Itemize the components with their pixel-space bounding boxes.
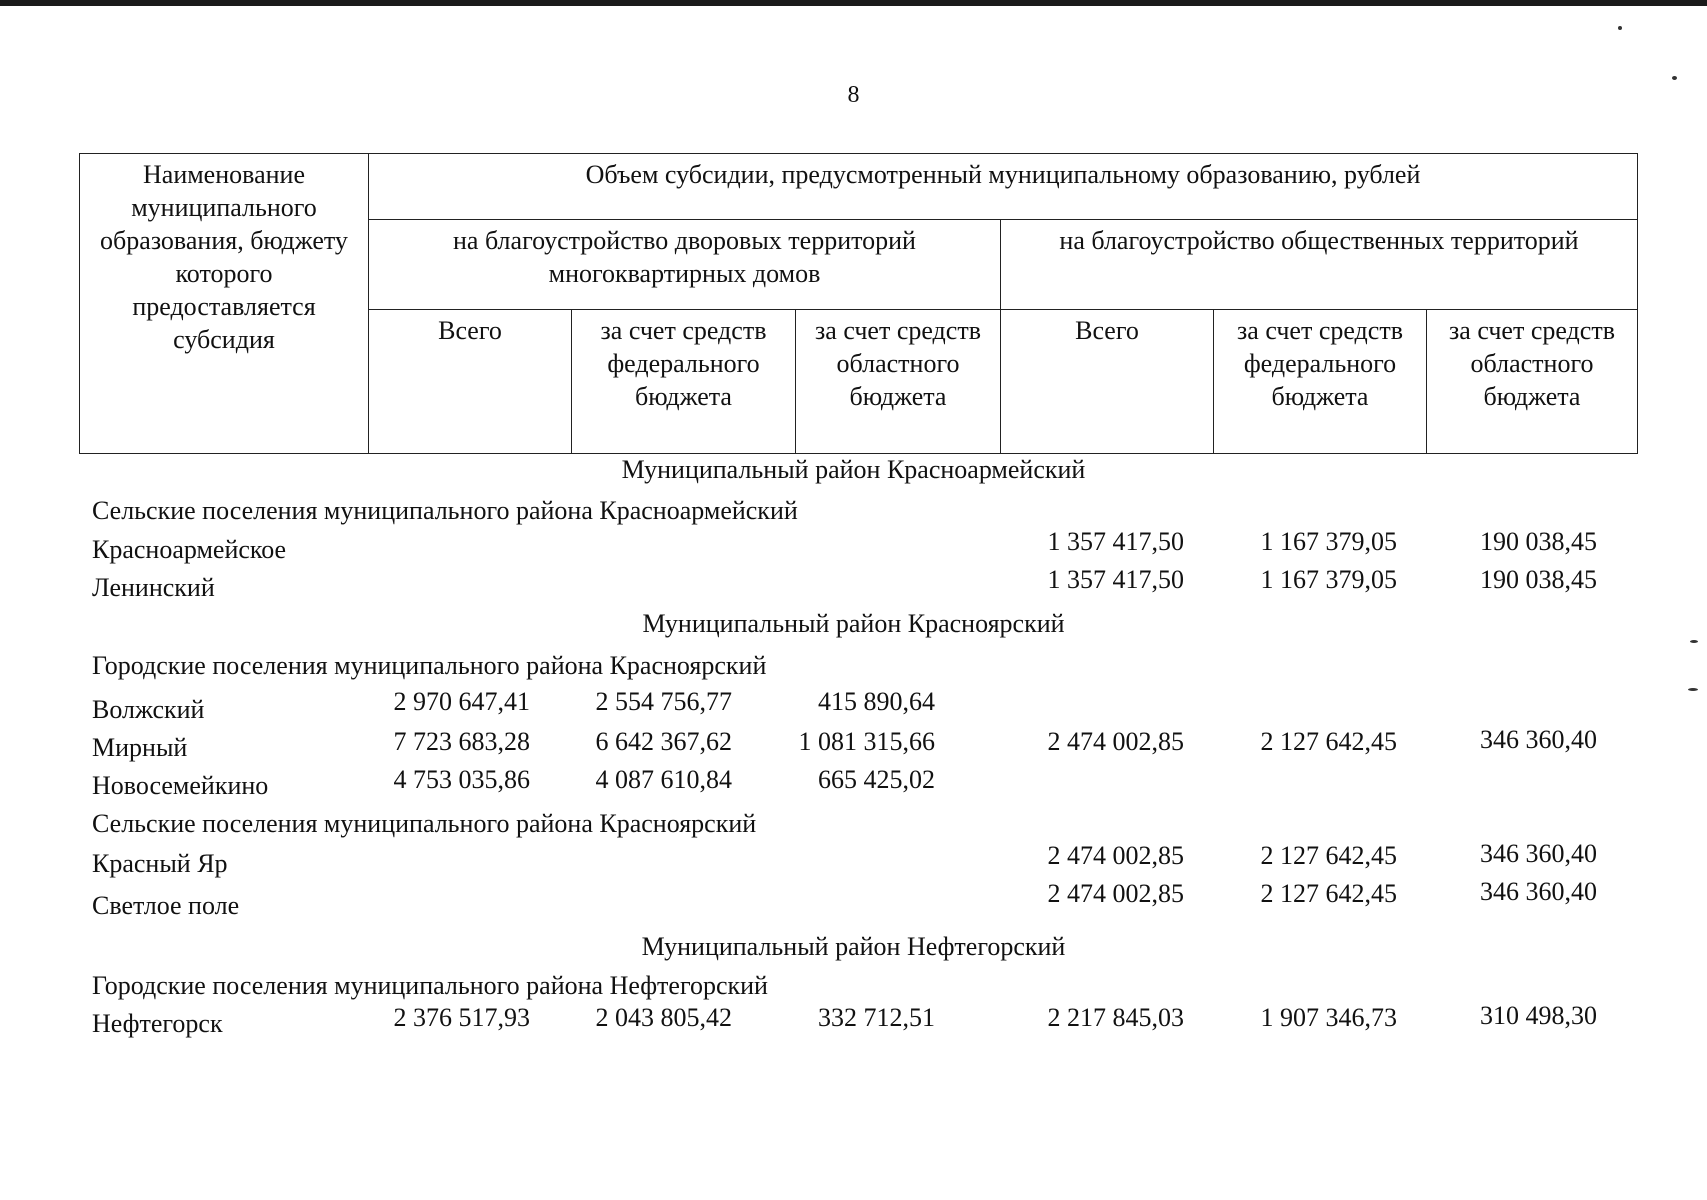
public-total: 1 357 417,50 <box>1047 527 1184 556</box>
header-yards-federal: за счет средств федерального бюджета <box>572 310 796 454</box>
table-row <box>0 839 1707 882</box>
public-federal: 1 167 379,05 <box>1260 565 1397 594</box>
yards-total: 4 753 035,86 <box>393 765 530 794</box>
yards-total: 7 723 683,28 <box>393 727 530 756</box>
public-federal: 1 907 346,73 <box>1260 1003 1397 1032</box>
table-row <box>0 877 1707 924</box>
header-name-column: Наименование муниципального образования, бюджету которого предоставляется субсидия <box>80 154 369 454</box>
header-subsidy-volume: Объем субсидии, предусмотренный муниципальному образованию, рублей <box>369 154 1638 220</box>
municipality-name: Красный Яр <box>92 849 228 878</box>
header-yard-territories: на благоустройство дворовых территорий многоквартирных домов <box>369 220 1001 310</box>
table-row <box>0 565 1707 606</box>
public-total: 2 217 845,03 <box>1047 1003 1184 1032</box>
yards-federal: 2 043 805,42 <box>595 1003 732 1032</box>
yards-regional: 332 712,51 <box>818 1003 935 1032</box>
group-heading <box>0 493 1707 529</box>
yards-federal: 6 642 367,62 <box>595 727 732 756</box>
header-public-regional: за счет средств областного бюджета <box>1427 310 1638 454</box>
municipality-name: Мирный <box>92 733 188 762</box>
district-title: Муниципальный район Красноармейский <box>621 455 1086 484</box>
public-federal: 2 127 642,45 <box>1260 727 1397 756</box>
table-row <box>0 527 1707 568</box>
municipality-name: Новосемейкино <box>92 771 269 800</box>
table-row <box>0 1001 1707 1042</box>
scan-speck <box>1618 26 1622 30</box>
yards-federal: 2 554 756,77 <box>595 687 732 716</box>
municipality-name: Ленинский <box>92 573 215 602</box>
public-federal: 2 127 642,45 <box>1260 841 1397 870</box>
header-yards-total: Всего <box>369 310 572 454</box>
public-federal: 2 127 642,45 <box>1260 879 1397 908</box>
district-heading <box>0 452 1707 488</box>
district-heading <box>0 606 1707 642</box>
group-heading <box>0 648 1707 684</box>
yards-federal: 4 087 610,84 <box>595 765 732 794</box>
group-title: Городские поселения муниципального района Нефтегорский <box>92 971 768 1000</box>
scan-edge <box>0 0 1707 6</box>
district-heading <box>0 929 1707 965</box>
header-public-federal: за счет средств федерального бюджета <box>1214 310 1427 454</box>
table-row <box>0 765 1707 804</box>
yards-regional: 415 890,64 <box>818 687 935 716</box>
public-regional: 346 360,40 <box>1480 839 1597 868</box>
public-total: 2 474 002,85 <box>1047 841 1184 870</box>
municipality-name: Нефтегорск <box>92 1009 223 1038</box>
group-title: Городские поселения муниципального района Красноярский <box>92 651 767 680</box>
municipality-name: Волжский <box>92 695 205 724</box>
table-row <box>0 687 1707 728</box>
public-regional: 310 498,30 <box>1480 1001 1597 1030</box>
public-federal: 1 167 379,05 <box>1260 527 1397 556</box>
municipality-name: Светлое поле <box>92 891 240 920</box>
group-heading <box>0 806 1707 842</box>
public-regional: 190 038,45 <box>1480 527 1597 556</box>
scan-speck <box>1672 76 1677 80</box>
yards-total: 2 970 647,41 <box>393 687 530 716</box>
group-title: Сельские поселения муниципального района Красноярский <box>92 809 757 838</box>
group-heading <box>0 968 1707 1004</box>
public-total: 1 357 417,50 <box>1047 565 1184 594</box>
header-public-territories: на благоустройство общественных территорий <box>1001 220 1638 310</box>
header-table <box>79 153 1638 454</box>
yards-regional: 665 425,02 <box>818 765 935 794</box>
district-title: Муниципальный район Нефтегорский <box>641 932 1066 961</box>
municipality-name: Красноармейское <box>92 535 287 564</box>
public-regional: 346 360,40 <box>1480 877 1597 906</box>
header-public-total: Всего <box>1001 310 1214 454</box>
header-yards-regional: за счет средств областного бюджета <box>796 310 1001 454</box>
yards-regional: 1 081 315,66 <box>798 727 935 756</box>
table-row <box>0 725 1707 766</box>
scan-speck <box>1690 640 1698 643</box>
group-title: Сельские поселения муниципального района Красноармейский <box>92 496 798 525</box>
scan-speck <box>1688 688 1698 691</box>
yards-total: 2 376 517,93 <box>393 1003 530 1032</box>
public-total: 2 474 002,85 <box>1047 879 1184 908</box>
page-number: 8 <box>847 82 860 108</box>
public-total: 2 474 002,85 <box>1047 727 1184 756</box>
public-regional: 346 360,40 <box>1480 725 1597 754</box>
public-regional: 190 038,45 <box>1480 565 1597 594</box>
district-title: Муниципальный район Красноярский <box>642 609 1065 638</box>
